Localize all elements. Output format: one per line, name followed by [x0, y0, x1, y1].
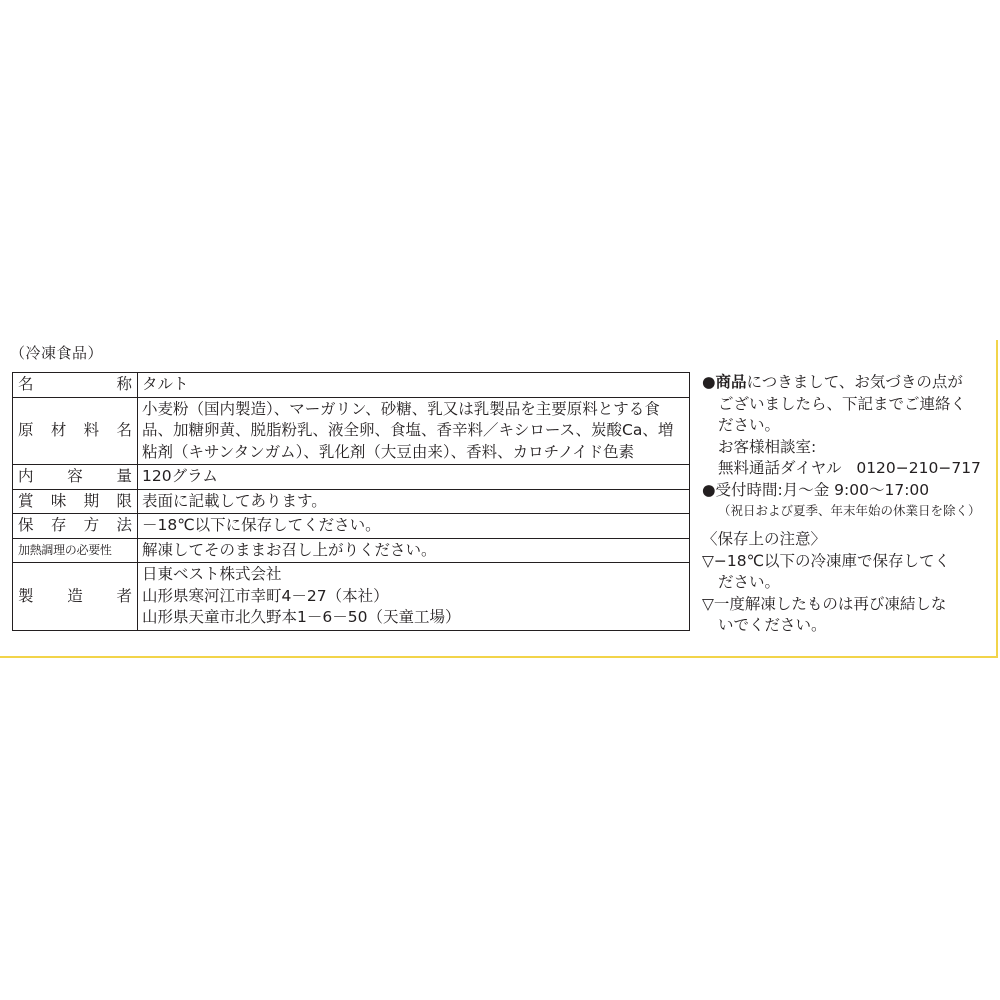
triangle-down-icon: ▽: [702, 551, 714, 570]
table-row-ingredients: [13, 397, 690, 465]
inquiry-line: [702, 372, 992, 394]
label-heating-requirement: 加熱調理の必要性: [13, 538, 138, 563]
customer-desk: お客様相談室:: [718, 437, 817, 456]
value-line: 粘剤（キサンタンガム）、乳化剤（大豆由来）、香料、カロチノイド色素: [142, 442, 635, 461]
bullet-icon: ●: [702, 480, 716, 499]
bullet-icon: ●: [702, 373, 716, 391]
storage-item-text: 一度解凍したものは再び凍結しな: [713, 594, 947, 613]
table-row-heating-requirement: [13, 538, 690, 563]
table-row-net-contents: [13, 465, 690, 490]
label-ingredients: 原材料名: [13, 397, 138, 465]
table-row-manufacturer: [13, 563, 690, 631]
triangle-down-icon: ▽: [702, 594, 714, 613]
inquiry-line: ださい。: [718, 416, 781, 434]
value-line: 山形県寒河江市幸町4－27（本社）: [142, 586, 389, 605]
frozen-food-note: （冷凍食品）: [10, 344, 104, 362]
value-line: タルト: [142, 375, 189, 393]
value-line: 解凍してそのままお召し上がりください。: [142, 540, 437, 559]
storage-item-cont: いでください。: [718, 616, 827, 634]
storage-item: [702, 551, 992, 573]
hours-text: 受付時間:月～金 9:00～17:00: [715, 480, 930, 499]
product-label-panel: [0, 340, 998, 658]
label-name: 名称: [13, 373, 138, 398]
value-line: 山形県天童市北久野本1－6－50（天童工場）: [142, 608, 461, 626]
value-line: 品、加糖卵黄、脱脂粉乳、液全卵、食塩、香辛料／キシロース、炭酸Ca、増: [142, 421, 674, 439]
storage-item-cont: ださい。: [718, 573, 781, 591]
value-storage-method: [138, 514, 690, 539]
value-line: 日東ベスト株式会社: [142, 565, 282, 583]
table-row-best-before: [13, 489, 690, 514]
storage-heading: 〈保存上の注意〉: [702, 530, 827, 548]
dial-label: 無料通話ダイヤル: [718, 459, 842, 477]
value-ingredients: [138, 397, 690, 465]
value-line: 120グラム: [142, 467, 218, 485]
table-row-storage-method: [13, 514, 690, 539]
value-heating-requirement: [138, 538, 690, 563]
label-net-contents: 内容量: [13, 465, 138, 490]
dial-number: 0120−210−717: [856, 459, 981, 477]
inquiry-bold: 商品: [715, 373, 747, 391]
label-best-before: 賞味期限: [13, 489, 138, 514]
value-line: －18℃以下に保存してください。: [142, 516, 381, 534]
value-best-before: [138, 489, 690, 514]
product-info-table: [12, 372, 690, 631]
label-manufacturer: 製造者: [13, 563, 138, 631]
hours-line: [702, 480, 992, 502]
value-manufacturer: [138, 563, 690, 631]
value-name: [138, 373, 690, 398]
storage-item-text: −18℃以下の冷凍庫で保存してく: [713, 551, 951, 570]
inquiry-line: ございましたら、下記までご連絡く: [718, 394, 967, 413]
table-row-name: [13, 373, 690, 398]
inquiry-text: につきまして、お気づきの点が: [746, 373, 963, 391]
storage-item: [702, 594, 992, 616]
hours-note: （祝日および夏季、年末年始の休業日を除く）: [718, 503, 981, 518]
toll-free-line: [702, 458, 992, 480]
value-line: 表面に記載してあります。: [142, 491, 327, 510]
value-line: 小麦粉（国内製造）、マーガリン、砂糖、乳又は乳製品を主要原料とする食: [142, 399, 660, 418]
value-net-contents: [138, 465, 690, 490]
label-storage-method: 保存方法: [13, 514, 138, 539]
customer-info-column: [702, 372, 992, 637]
